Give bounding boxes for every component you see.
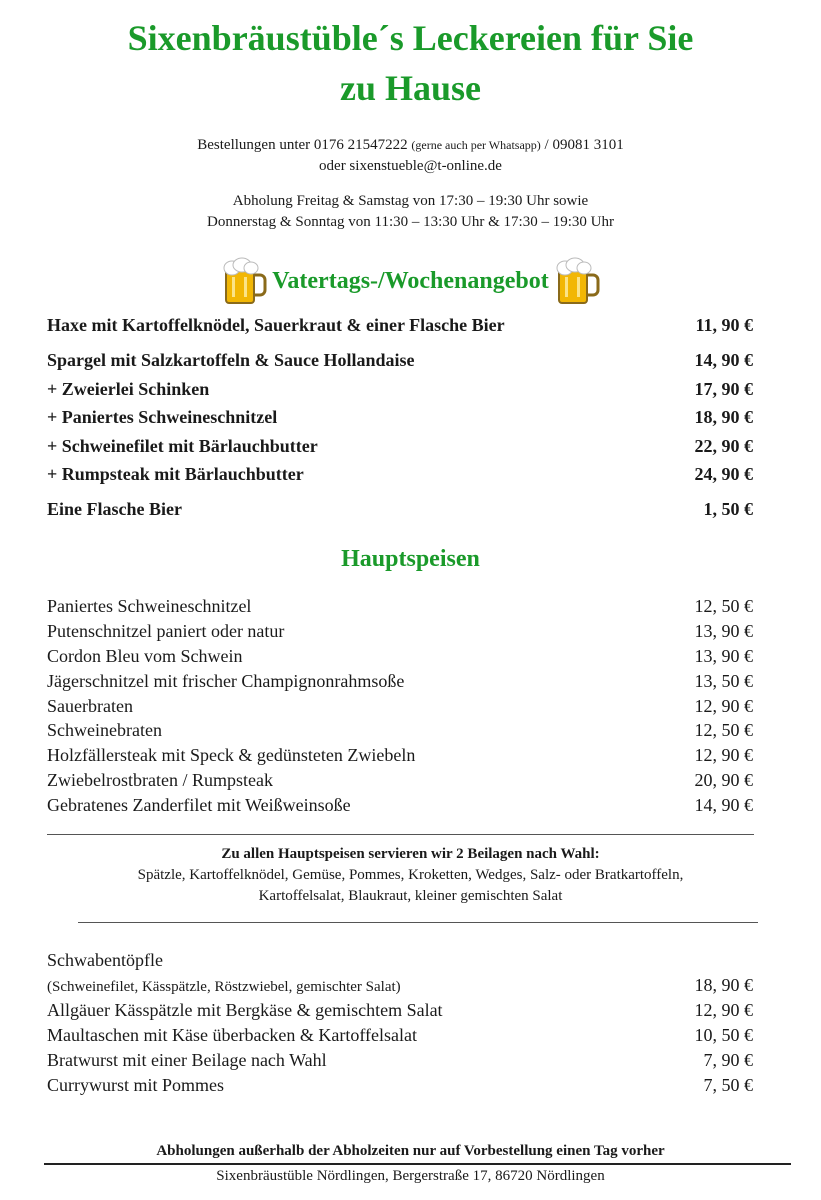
beer-mug-icon <box>218 255 270 307</box>
sides-heading: Zu allen Hauptspeisen servieren wir 2 Beilagen nach Wahl: <box>221 846 600 862</box>
schwaben-name: Schwabentöpfle <box>47 950 163 970</box>
item-name: Currywurst mit Pommes <box>47 1075 225 1095</box>
main-heading: Hauptspeisen <box>341 546 480 572</box>
offer-heading: Vatertags-/Wochenangebot <box>272 267 549 294</box>
list-item <box>47 621 753 642</box>
item-price: 13, 90 € <box>694 646 753 666</box>
item-price: 12, 90 € <box>694 1000 753 1020</box>
list-item <box>47 407 753 428</box>
sides-line-2: Kartoffelsalat, Blaukraut, kleiner gemischten Salat <box>258 888 563 904</box>
item-price: 17, 90 € <box>694 379 753 399</box>
item-price: 12, 90 € <box>694 696 753 716</box>
pickup-notice: Abholungen außerhalb der Abholzeiten nur auf Vorbestellung einen Tag vorher <box>156 1143 665 1159</box>
list-item <box>47 1075 753 1096</box>
order-phone: Bestellungen unter 0176 21547222 <box>197 137 408 153</box>
item-name: Spargel mit Salzkartoffeln & Sauce Hollandaise <box>47 350 415 370</box>
list-item <box>47 770 753 791</box>
list-item <box>47 350 753 371</box>
list-item <box>47 720 753 741</box>
item-price: 10, 50 € <box>694 1025 753 1045</box>
item-description: (Schweinefilet, Kässpätzle, Röstzwiebel, gemischter Salat) <box>47 979 401 995</box>
list-item <box>47 795 753 816</box>
list-item <box>47 745 753 766</box>
divider <box>47 834 754 835</box>
item-price: 13, 50 € <box>694 671 753 691</box>
list-item <box>47 1000 753 1021</box>
pickup-line-2: Donnerstag & Sonntag von 11:30 – 13:30 Uhr & 17:30 – 19:30 Uhr <box>207 214 614 230</box>
item-name: Haxe mit Kartoffelknödel, Sauerkraut & einer Flasche Bier <box>47 315 505 335</box>
item-name: Allgäuer Kässpätzle mit Bergkäse & gemischtem Salat <box>47 1000 443 1020</box>
item-price: 12, 90 € <box>694 745 753 765</box>
item-price: 1, 50 € <box>703 499 753 519</box>
item-name: Bratwurst mit einer Beilage nach Wahl <box>47 1050 327 1070</box>
list-item <box>47 436 753 457</box>
item-price: 7, 90 € <box>703 1050 753 1070</box>
order-contact <box>0 135 821 155</box>
list-item <box>47 315 753 336</box>
item-name: Zwiebelrostbraten / Rumpsteak <box>47 770 273 790</box>
item-price: 12, 50 € <box>694 720 753 740</box>
item-name: Gebratenes Zanderfilet mit Weißweinsoße <box>47 795 351 815</box>
item-price: 14, 90 € <box>694 795 753 815</box>
item-price: 13, 90 € <box>694 621 753 641</box>
list-item <box>47 1025 753 1046</box>
item-price: 12, 50 € <box>694 596 753 616</box>
item-price: 18, 90 € <box>694 407 753 427</box>
footer-divider <box>44 1163 791 1165</box>
item-price: 22, 90 € <box>694 436 753 456</box>
order-whatsapp-note: (gerne auch per Whatsapp) <box>411 138 541 152</box>
list-item <box>47 379 753 400</box>
item-name: Holzfällersteak mit Speck & gedünsteten Zwiebeln <box>47 745 416 765</box>
list-item <box>47 975 753 996</box>
item-name: Schweinebraten <box>47 720 162 740</box>
offer-heading-row <box>0 253 821 309</box>
divider <box>78 922 758 923</box>
order-email: oder sixenstueble@t-online.de <box>319 158 502 174</box>
list-item <box>47 464 753 485</box>
item-name: + Zweierlei Schinken <box>47 379 210 399</box>
footer-address: Sixenbräustüble Nördlingen, Bergerstraße 17, 86720 Nördlingen <box>216 1168 605 1184</box>
item-name: + Rumpsteak mit Bärlauchbutter <box>47 464 304 484</box>
item-price: 11, 90 € <box>695 315 753 335</box>
item-price: 14, 90 € <box>694 350 753 370</box>
item-price: 24, 90 € <box>694 464 753 484</box>
item-name: Paniertes Schweineschnitzel <box>47 596 252 616</box>
page-title-line2: zu Hause <box>339 68 481 108</box>
item-price: 7, 50 € <box>703 1075 753 1095</box>
order-phone-2: / 09081 3101 <box>544 137 624 153</box>
item-name: Maultaschen mit Käse überbacken & Kartoffelsalat <box>47 1025 418 1045</box>
list-item <box>47 499 753 520</box>
item-price: 20, 90 € <box>694 770 753 790</box>
item-name: Cordon Bleu vom Schwein <box>47 646 243 666</box>
item-price: 18, 90 € <box>694 975 753 995</box>
item-name: Eine Flasche Bier <box>47 499 182 519</box>
item-name: Jägerschnitzel mit frischer Champignonrahmsoße <box>47 671 405 691</box>
list-item <box>47 696 753 717</box>
beer-mug-icon <box>551 255 603 307</box>
pickup-line-1: Abholung Freitag & Samstag von 17:30 – 19:30 Uhr sowie <box>232 193 589 209</box>
item-name: Putenschnitzel paniert oder natur <box>47 621 285 641</box>
list-item <box>47 596 753 617</box>
list-item <box>47 1050 753 1071</box>
list-item <box>47 646 753 667</box>
item-name: + Schweinefilet mit Bärlauchbutter <box>47 436 318 456</box>
item-name: Sauerbraten <box>47 696 133 716</box>
item-name: + Paniertes Schweineschnitzel <box>47 407 278 427</box>
page-title-line1: Sixenbräustüble´s Leckereien für Sie <box>127 18 694 58</box>
sides-line-1: Spätzle, Kartoffelknödel, Gemüse, Pommes, Kroketten, Wedges, Salz- oder Bratkartoffeln, <box>137 867 684 883</box>
list-item <box>47 671 753 692</box>
